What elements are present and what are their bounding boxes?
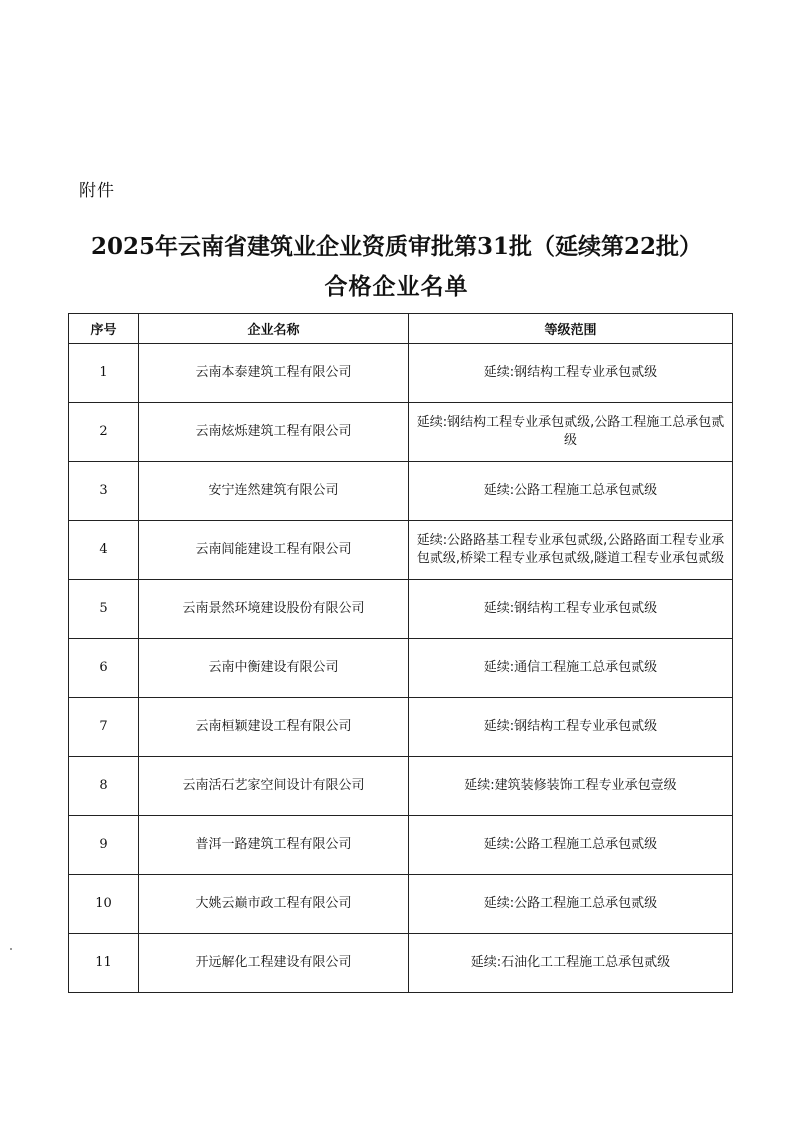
column-header-scope: 等级范围 — [409, 314, 733, 344]
company-name: 云南闾能建设工程有限公司 — [139, 521, 409, 580]
qualification-scope: 延续:公路工程施工总承包贰级 — [409, 875, 733, 934]
qualified-companies-table — [68, 313, 733, 993]
table-row — [69, 580, 733, 639]
qualification-scope: 延续:钢结构工程专业承包贰级 — [409, 698, 733, 757]
table-row — [69, 816, 733, 875]
header-row — [69, 314, 733, 344]
company-name: 云南活石艺家空间设计有限公司 — [139, 757, 409, 816]
company-name: 云南中衡建设有限公司 — [139, 639, 409, 698]
qualification-scope: 延续:石油化工工程施工总承包贰级 — [409, 934, 733, 993]
attachment-label: 附件 — [79, 181, 115, 201]
table-header — [69, 314, 733, 344]
table-body — [69, 344, 733, 993]
qualification-scope: 延续:公路工程施工总承包贰级 — [409, 462, 733, 521]
row-number: 10 — [69, 875, 139, 934]
qualification-scope: 延续:建筑装修装饰工程专业承包壹级 — [409, 757, 733, 816]
document-title: 2025年云南省建筑业企业资质审批第31批（延续第22批） — [90, 233, 703, 260]
row-number: 5 — [69, 580, 139, 639]
row-number: 6 — [69, 639, 139, 698]
company-name: 安宁连然建筑有限公司 — [139, 462, 409, 521]
table-row — [69, 934, 733, 993]
qualification-scope: 延续:通信工程施工总承包贰级 — [409, 639, 733, 698]
table-row — [69, 639, 733, 698]
table-row — [69, 462, 733, 521]
qualification-scope: 延续:钢结构工程专业承包贰级 — [409, 580, 733, 639]
row-number: 8 — [69, 757, 139, 816]
row-number: 11 — [69, 934, 139, 993]
qualification-scope: 延续:公路工程施工总承包贰级 — [409, 816, 733, 875]
table-row — [69, 875, 733, 934]
company-name: 大姚云巅市政工程有限公司 — [139, 875, 409, 934]
table-row — [69, 403, 733, 462]
table-row — [69, 521, 733, 580]
company-name: 云南炫烁建筑工程有限公司 — [139, 403, 409, 462]
document-subtitle: 合格企业名单 — [324, 273, 469, 300]
row-number: 3 — [69, 462, 139, 521]
company-name: 云南本泰建筑工程有限公司 — [139, 344, 409, 403]
column-header-company: 企业名称 — [139, 314, 409, 344]
table-row — [69, 344, 733, 403]
table-row — [69, 698, 733, 757]
company-name: 云南桓颖建设工程有限公司 — [139, 698, 409, 757]
row-number: 9 — [69, 816, 139, 875]
company-name: 云南景然环境建设股份有限公司 — [139, 580, 409, 639]
qualification-scope: 延续:公路路基工程专业承包贰级,公路路面工程专业承包贰级,桥梁工程专业承包贰级,隧道工程专业承包贰级 — [409, 521, 733, 580]
qualification-scope: 延续:钢结构工程专业承包贰级,公路工程施工总承包贰级 — [409, 403, 733, 462]
row-number: 4 — [69, 521, 139, 580]
row-number: 2 — [69, 403, 139, 462]
row-number: 1 — [69, 344, 139, 403]
company-name: 开远解化工程建设有限公司 — [139, 934, 409, 993]
row-number: 7 — [69, 698, 139, 757]
qualification-scope: 延续:钢结构工程专业承包贰级 — [409, 344, 733, 403]
column-header-number: 序号 — [69, 314, 139, 344]
company-name: 普洱一路建筑工程有限公司 — [139, 816, 409, 875]
scan-speck — [10, 948, 12, 950]
table-row — [69, 757, 733, 816]
